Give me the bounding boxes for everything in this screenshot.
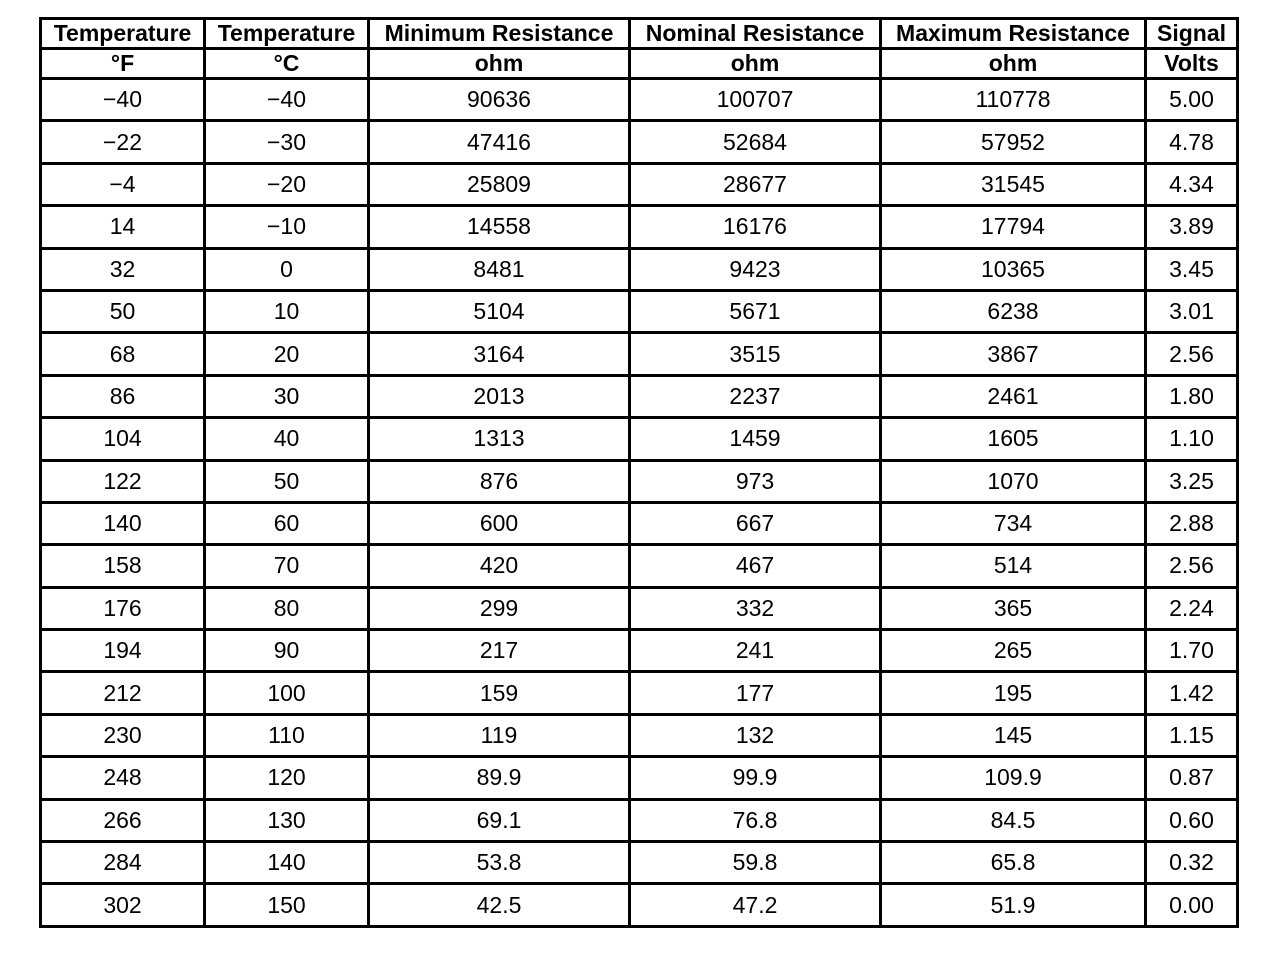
- cell-temp-c: 30: [205, 375, 369, 417]
- cell-temp-f: 176: [41, 587, 205, 629]
- cell-nominal-resistance: 3515: [630, 333, 881, 375]
- unit-max-ohm: ohm: [881, 49, 1146, 79]
- table-row: [41, 545, 1238, 587]
- table-row: [41, 842, 1238, 884]
- cell-signal-volts: 1.10: [1146, 418, 1238, 460]
- cell-temp-f: 284: [41, 842, 205, 884]
- cell-signal-volts: 5.00: [1146, 79, 1238, 121]
- cell-min-resistance: 2013: [369, 375, 630, 417]
- table-row: [41, 163, 1238, 205]
- cell-temp-f: −22: [41, 121, 205, 163]
- cell-min-resistance: 159: [369, 672, 630, 714]
- table-row: [41, 757, 1238, 799]
- cell-signal-volts: 0.32: [1146, 842, 1238, 884]
- table-row: [41, 587, 1238, 629]
- unit-celsius: °C: [205, 49, 369, 79]
- cell-max-resistance: 65.8: [881, 842, 1146, 884]
- resistance-table: [39, 17, 1239, 928]
- cell-signal-volts: 4.34: [1146, 163, 1238, 205]
- cell-signal-volts: 1.70: [1146, 630, 1238, 672]
- cell-temp-f: 68: [41, 333, 205, 375]
- cell-signal-volts: 2.88: [1146, 502, 1238, 544]
- cell-temp-c: 70: [205, 545, 369, 587]
- table-row: [41, 121, 1238, 163]
- cell-signal-volts: 1.15: [1146, 714, 1238, 756]
- cell-nominal-resistance: 99.9: [630, 757, 881, 799]
- cell-temp-c: 50: [205, 460, 369, 502]
- table-row: [41, 290, 1238, 332]
- cell-temp-c: 100: [205, 672, 369, 714]
- cell-temp-c: 60: [205, 502, 369, 544]
- cell-max-resistance: 514: [881, 545, 1146, 587]
- cell-nominal-resistance: 667: [630, 502, 881, 544]
- table-body: [41, 79, 1238, 927]
- cell-temp-c: −20: [205, 163, 369, 205]
- cell-max-resistance: 109.9: [881, 757, 1146, 799]
- cell-nominal-resistance: 467: [630, 545, 881, 587]
- cell-max-resistance: 51.9: [881, 884, 1146, 927]
- cell-temp-c: −10: [205, 206, 369, 248]
- cell-signal-volts: 3.45: [1146, 248, 1238, 290]
- table-row: [41, 206, 1238, 248]
- cell-temp-c: 80: [205, 587, 369, 629]
- cell-min-resistance: 600: [369, 502, 630, 544]
- cell-min-resistance: 89.9: [369, 757, 630, 799]
- cell-nominal-resistance: 332: [630, 587, 881, 629]
- cell-temp-f: 266: [41, 799, 205, 841]
- cell-nominal-resistance: 132: [630, 714, 881, 756]
- cell-nominal-resistance: 5671: [630, 290, 881, 332]
- cell-nominal-resistance: 59.8: [630, 842, 881, 884]
- cell-nominal-resistance: 1459: [630, 418, 881, 460]
- cell-max-resistance: 6238: [881, 290, 1146, 332]
- cell-signal-volts: 2.56: [1146, 545, 1238, 587]
- cell-signal-volts: 0.00: [1146, 884, 1238, 927]
- cell-temp-f: 50: [41, 290, 205, 332]
- cell-max-resistance: 17794: [881, 206, 1146, 248]
- header-temperature-c: Temperature: [205, 19, 369, 49]
- cell-max-resistance: 3867: [881, 333, 1146, 375]
- cell-temp-c: −30: [205, 121, 369, 163]
- table-row: [41, 714, 1238, 756]
- cell-temp-f: −40: [41, 79, 205, 121]
- cell-signal-volts: 3.01: [1146, 290, 1238, 332]
- cell-max-resistance: 145: [881, 714, 1146, 756]
- cell-temp-f: 140: [41, 502, 205, 544]
- cell-temp-f: 302: [41, 884, 205, 927]
- header-row: [41, 19, 1238, 49]
- cell-temp-c: 150: [205, 884, 369, 927]
- cell-temp-c: 40: [205, 418, 369, 460]
- cell-nominal-resistance: 2237: [630, 375, 881, 417]
- table-row: [41, 460, 1238, 502]
- cell-min-resistance: 47416: [369, 121, 630, 163]
- cell-max-resistance: 1070: [881, 460, 1146, 502]
- cell-min-resistance: 876: [369, 460, 630, 502]
- cell-nominal-resistance: 241: [630, 630, 881, 672]
- cell-max-resistance: 31545: [881, 163, 1146, 205]
- table-row: [41, 672, 1238, 714]
- cell-min-resistance: 1313: [369, 418, 630, 460]
- cell-nominal-resistance: 16176: [630, 206, 881, 248]
- cell-temp-c: 0: [205, 248, 369, 290]
- table-row: [41, 418, 1238, 460]
- cell-signal-volts: 0.87: [1146, 757, 1238, 799]
- cell-nominal-resistance: 177: [630, 672, 881, 714]
- table-row: [41, 630, 1238, 672]
- cell-nominal-resistance: 100707: [630, 79, 881, 121]
- unit-min-ohm: ohm: [369, 49, 630, 79]
- cell-max-resistance: 734: [881, 502, 1146, 544]
- cell-signal-volts: 3.89: [1146, 206, 1238, 248]
- cell-temp-c: 130: [205, 799, 369, 841]
- header-temperature-f: Temperature: [41, 19, 205, 49]
- cell-min-resistance: 8481: [369, 248, 630, 290]
- cell-signal-volts: 1.42: [1146, 672, 1238, 714]
- cell-temp-f: 14: [41, 206, 205, 248]
- cell-nominal-resistance: 52684: [630, 121, 881, 163]
- cell-min-resistance: 42.5: [369, 884, 630, 927]
- table-row: [41, 248, 1238, 290]
- cell-temp-f: 104: [41, 418, 205, 460]
- cell-temp-f: 86: [41, 375, 205, 417]
- cell-min-resistance: 25809: [369, 163, 630, 205]
- table-row: [41, 884, 1238, 927]
- cell-signal-volts: 1.80: [1146, 375, 1238, 417]
- cell-max-resistance: 365: [881, 587, 1146, 629]
- cell-temp-f: 248: [41, 757, 205, 799]
- header-minimum-resistance: Minimum Resistance: [369, 19, 630, 49]
- cell-max-resistance: 265: [881, 630, 1146, 672]
- cell-temp-f: 122: [41, 460, 205, 502]
- cell-nominal-resistance: 9423: [630, 248, 881, 290]
- cell-min-resistance: 299: [369, 587, 630, 629]
- cell-temp-c: 140: [205, 842, 369, 884]
- cell-min-resistance: 217: [369, 630, 630, 672]
- cell-signal-volts: 0.60: [1146, 799, 1238, 841]
- header-signal: Signal: [1146, 19, 1238, 49]
- cell-max-resistance: 2461: [881, 375, 1146, 417]
- cell-min-resistance: 14558: [369, 206, 630, 248]
- cell-max-resistance: 195: [881, 672, 1146, 714]
- cell-temp-f: −4: [41, 163, 205, 205]
- cell-min-resistance: 3164: [369, 333, 630, 375]
- cell-max-resistance: 1605: [881, 418, 1146, 460]
- cell-min-resistance: 53.8: [369, 842, 630, 884]
- cell-nominal-resistance: 76.8: [630, 799, 881, 841]
- cell-nominal-resistance: 973: [630, 460, 881, 502]
- cell-min-resistance: 420: [369, 545, 630, 587]
- cell-temp-f: 230: [41, 714, 205, 756]
- cell-signal-volts: 4.78: [1146, 121, 1238, 163]
- cell-temp-c: 120: [205, 757, 369, 799]
- header-nominal-resistance: Nominal Resistance: [630, 19, 881, 49]
- cell-signal-volts: 2.56: [1146, 333, 1238, 375]
- table-row: [41, 79, 1238, 121]
- cell-temp-f: 158: [41, 545, 205, 587]
- unit-fahrenheit: °F: [41, 49, 205, 79]
- cell-max-resistance: 10365: [881, 248, 1146, 290]
- cell-max-resistance: 84.5: [881, 799, 1146, 841]
- cell-min-resistance: 5104: [369, 290, 630, 332]
- cell-temp-c: 110: [205, 714, 369, 756]
- table-row: [41, 333, 1238, 375]
- units-row: [41, 49, 1238, 79]
- cell-nominal-resistance: 28677: [630, 163, 881, 205]
- table-row: [41, 375, 1238, 417]
- cell-min-resistance: 119: [369, 714, 630, 756]
- cell-temp-c: −40: [205, 79, 369, 121]
- cell-temp-c: 20: [205, 333, 369, 375]
- cell-nominal-resistance: 47.2: [630, 884, 881, 927]
- cell-max-resistance: 57952: [881, 121, 1146, 163]
- cell-signal-volts: 3.25: [1146, 460, 1238, 502]
- table-row: [41, 799, 1238, 841]
- unit-volts: Volts: [1146, 49, 1238, 79]
- cell-temp-f: 32: [41, 248, 205, 290]
- cell-min-resistance: 90636: [369, 79, 630, 121]
- cell-min-resistance: 69.1: [369, 799, 630, 841]
- cell-max-resistance: 110778: [881, 79, 1146, 121]
- cell-temp-c: 90: [205, 630, 369, 672]
- cell-temp-c: 10: [205, 290, 369, 332]
- cell-temp-f: 212: [41, 672, 205, 714]
- cell-temp-f: 194: [41, 630, 205, 672]
- table-row: [41, 502, 1238, 544]
- unit-nominal-ohm: ohm: [630, 49, 881, 79]
- header-maximum-resistance: Maximum Resistance: [881, 19, 1146, 49]
- cell-signal-volts: 2.24: [1146, 587, 1238, 629]
